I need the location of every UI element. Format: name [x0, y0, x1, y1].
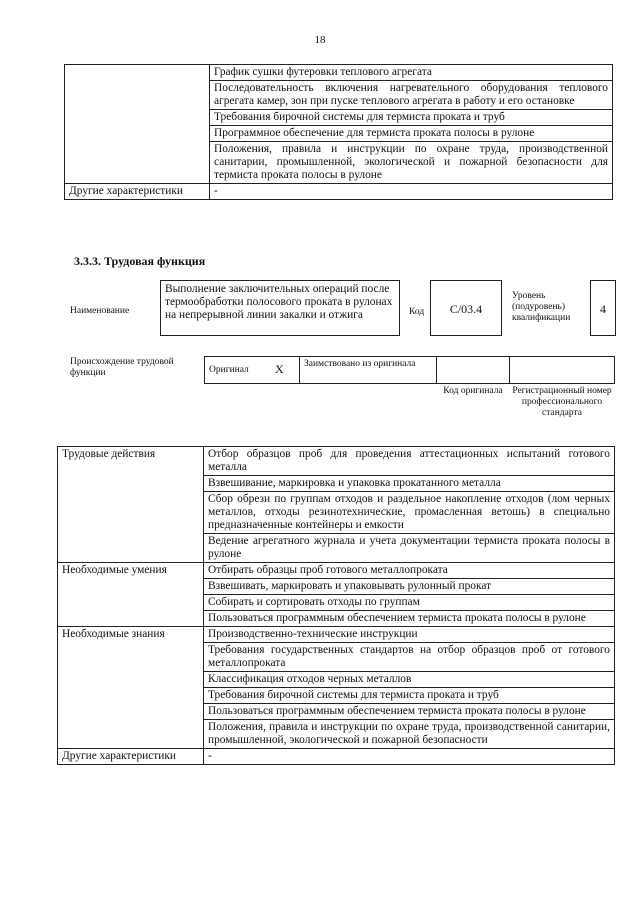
original-label: Оригинал	[209, 365, 249, 375]
table-row	[58, 749, 615, 765]
origin-label: Происхождение трудовой функции	[70, 357, 174, 378]
row-item: Ведение агрегатного журнала и учета документации термиста проката полосы в рулоне	[204, 534, 615, 563]
table-row	[58, 563, 615, 579]
table-row	[65, 184, 613, 200]
original-cell	[204, 356, 300, 384]
code-label: Код	[409, 307, 425, 317]
row-item: Производственно-технические инструкции	[204, 627, 615, 643]
row-label	[65, 65, 210, 184]
section-title: 3.3.3. Трудовая функция	[74, 254, 206, 268]
row-item: Отбор образцов проб для проведения аттестационных испытаний готового металла	[204, 447, 615, 476]
page-number: 18	[314, 34, 326, 46]
table-row	[58, 447, 615, 476]
row-item: Требования бирочной системы для термиста проката и труб	[204, 688, 615, 704]
code-original-caption: Код оригинала	[443, 386, 503, 396]
row-item: Программное обеспечение для термиста проката полосы в рулоне	[210, 126, 613, 142]
row-item: -	[204, 749, 615, 765]
row-label: Другие характеристики	[58, 749, 204, 765]
row-item: Требования государственных стандартов на отбор образцов проб от готового металлопроката	[204, 643, 615, 672]
row-item: Требования бирочной системы для термиста проката и труб	[210, 110, 613, 126]
reg-number-cell	[509, 356, 615, 384]
row-item: Сбор обрези по группам отходов и раздельное накопление отходов (лом черных металлов, отходы резинотехнические, промасленная ветошь) в специально предназначенные контейнеры и емкости	[204, 492, 615, 534]
reg-number-caption: Регистрационный номер профессионального стандарта	[512, 386, 612, 418]
row-item: Пользоваться программным обеспечением термиста проката полосы в рулоне	[204, 704, 615, 720]
row-label: Необходимые умения	[58, 563, 204, 627]
top-table	[64, 64, 613, 200]
main-table	[57, 446, 615, 765]
row-item: Последовательность включения нагревательного оборудования теплового агрегата камер, зон при пуске теплового агрегата в работу и его остановке	[210, 81, 613, 110]
row-item: Собирать и сортировать отходы по группам	[204, 595, 615, 611]
borrowed-label: Заимствовано из оригинала	[304, 359, 416, 369]
name-label: Наименование	[70, 306, 130, 316]
code-original-cell	[436, 356, 510, 384]
function-code: C/03.4	[430, 280, 502, 336]
row-item: График сушки футеровки теплового агрегата	[210, 65, 613, 81]
table-row	[58, 627, 615, 643]
row-item: Пользоваться программным обеспечением термиста проката полосы в рулоне	[204, 611, 615, 627]
row-item: Взвешивание, маркировка и упаковка прокатанного металла	[204, 476, 615, 492]
row-item: Классификация отходов черных металлов	[204, 672, 615, 688]
level-label: Уровень (подуровень) квалификации	[512, 291, 571, 323]
level-value: 4	[590, 280, 616, 336]
row-label: Необходимые знания	[58, 627, 204, 749]
row-label: Другие характеристики	[65, 184, 210, 200]
row-item: -	[210, 184, 613, 200]
row-item: Отбирать образцы проб готового металлопроката	[204, 563, 615, 579]
row-item: Взвешивать, маркировать и упаковывать рулонный прокат	[204, 579, 615, 595]
row-label: Трудовые действия	[58, 447, 204, 563]
borrowed-cell	[299, 356, 437, 384]
row-item: Положения, правила и инструкции по охране труда, производственной санитарии, промышленной, экологической и пожарной безопасности	[204, 720, 615, 749]
function-name: Выполнение заключительных операций после термообработки полосового проката в рулонах на непрерывной линии закалки и отжига	[160, 280, 400, 336]
table-row	[65, 65, 613, 81]
original-mark: X	[275, 362, 284, 376]
row-item: Положения, правила и инструкции по охране труда, производственной санитарии, промышленной, экологической и пожарной безопасности для термиста проката полосы в рулоне	[210, 142, 613, 184]
